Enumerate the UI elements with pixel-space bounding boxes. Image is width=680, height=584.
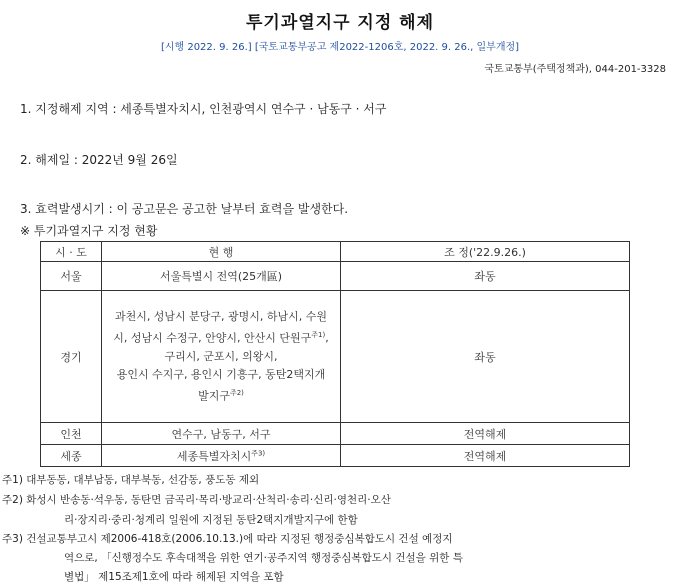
table-row: [41, 445, 630, 467]
current-line: 발지구$^{주2)}$: [198, 388, 244, 403]
table-row: [41, 423, 630, 445]
document-title: 투기과열지구 지정 해제: [245, 13, 435, 33]
cell-adjusted: 좌동: [341, 291, 630, 423]
current-line: 시, 성남시 수정구, 안양시, 안산시 단원구$^{주1)}$,: [113, 330, 329, 345]
cell-current: 연수구, 남동구, 서구: [102, 423, 341, 445]
table-header-row: [41, 242, 630, 262]
cell-region: 서울: [41, 262, 102, 291]
header-adjusted: 조 정('22.9.26.): [341, 242, 630, 262]
item-release-date: 2. 해제일 : 2022년 9월 26일: [20, 153, 178, 167]
cell-adjusted: 전역해제: [341, 445, 630, 467]
header-region: 시 · 도: [41, 242, 102, 262]
cell-adjusted: 좌동: [341, 262, 630, 291]
footnote-ref: 주2): [229, 388, 244, 397]
table-row: [41, 291, 630, 423]
cell-region: 인천: [41, 423, 102, 445]
footnote-1: 주1) 대부동동, 대부남동, 대부북동, 선감동, 풍도동 제외: [2, 474, 260, 486]
cell-adjusted: 전역해제: [341, 423, 630, 445]
cell-region: 경기: [41, 291, 102, 423]
footnote-2-cont: 리·장지리·중리·청계리 일원에 지정된 동탄2택지개발지구에 한함: [64, 514, 358, 526]
ministry-contact: 국토교통부(주택정책과), 044-201-3328: [484, 64, 666, 75]
current-line: 용인시 수지구, 용인시 기흥구, 동탄2택지개: [116, 367, 326, 381]
enforcement-info: [시행 2022. 9. 26.] [국토교통부공고 제2022-1206호, 2022. 9. 26., 일부개정]: [160, 42, 520, 53]
cell-region: 세종: [41, 445, 102, 467]
header-current: 현 행: [102, 242, 341, 262]
designation-status-table: [40, 241, 630, 467]
status-title: ※ 투기과열지구 지정 현황: [20, 224, 158, 238]
cell-current: [102, 291, 341, 423]
table-row: [41, 262, 630, 291]
item-release-area: 1. 지정해제 지역 : 세종특별자치시, 인천광역시 연수구 · 남동구 · 서구: [20, 102, 387, 116]
current-line: 구리시, 군포시, 의왕시,: [164, 349, 278, 363]
footnote-2: 주2) 화성시 반송동·석우동, 동탄면 금곡리·목리·방교리·산척리·송리·신리·영천리·오산: [2, 494, 391, 506]
item-effective-date: 3. 효력발생시기 : 이 공고문은 공고한 날부터 효력을 발생한다.: [20, 202, 349, 216]
footnote-3-cont: 역으로, 「신행정수도 후속대책을 위한 연기·공주지역 행정중심복합도시 건설을 위한 특: [64, 552, 463, 564]
footnote-ref: 주1): [311, 330, 326, 339]
footnote-3: 주3) 건설교통부고시 제2006-418호(2006.10.13.)에 따라 지정된 행정중심복합도시 건설 예정지: [2, 533, 453, 545]
footnote-3-cont: 별법」 제15조제1호에 따라 해제된 지역을 포함: [64, 571, 284, 583]
footnote-ref: 주3): [251, 448, 266, 457]
cell-current: 세종특별자치시$^{주3)}$: [102, 445, 341, 467]
current-line: 과천시, 성남시 분당구, 광명시, 하남시, 수원: [114, 309, 328, 323]
cell-current: 서울특별시 전역(25개區): [102, 262, 341, 291]
